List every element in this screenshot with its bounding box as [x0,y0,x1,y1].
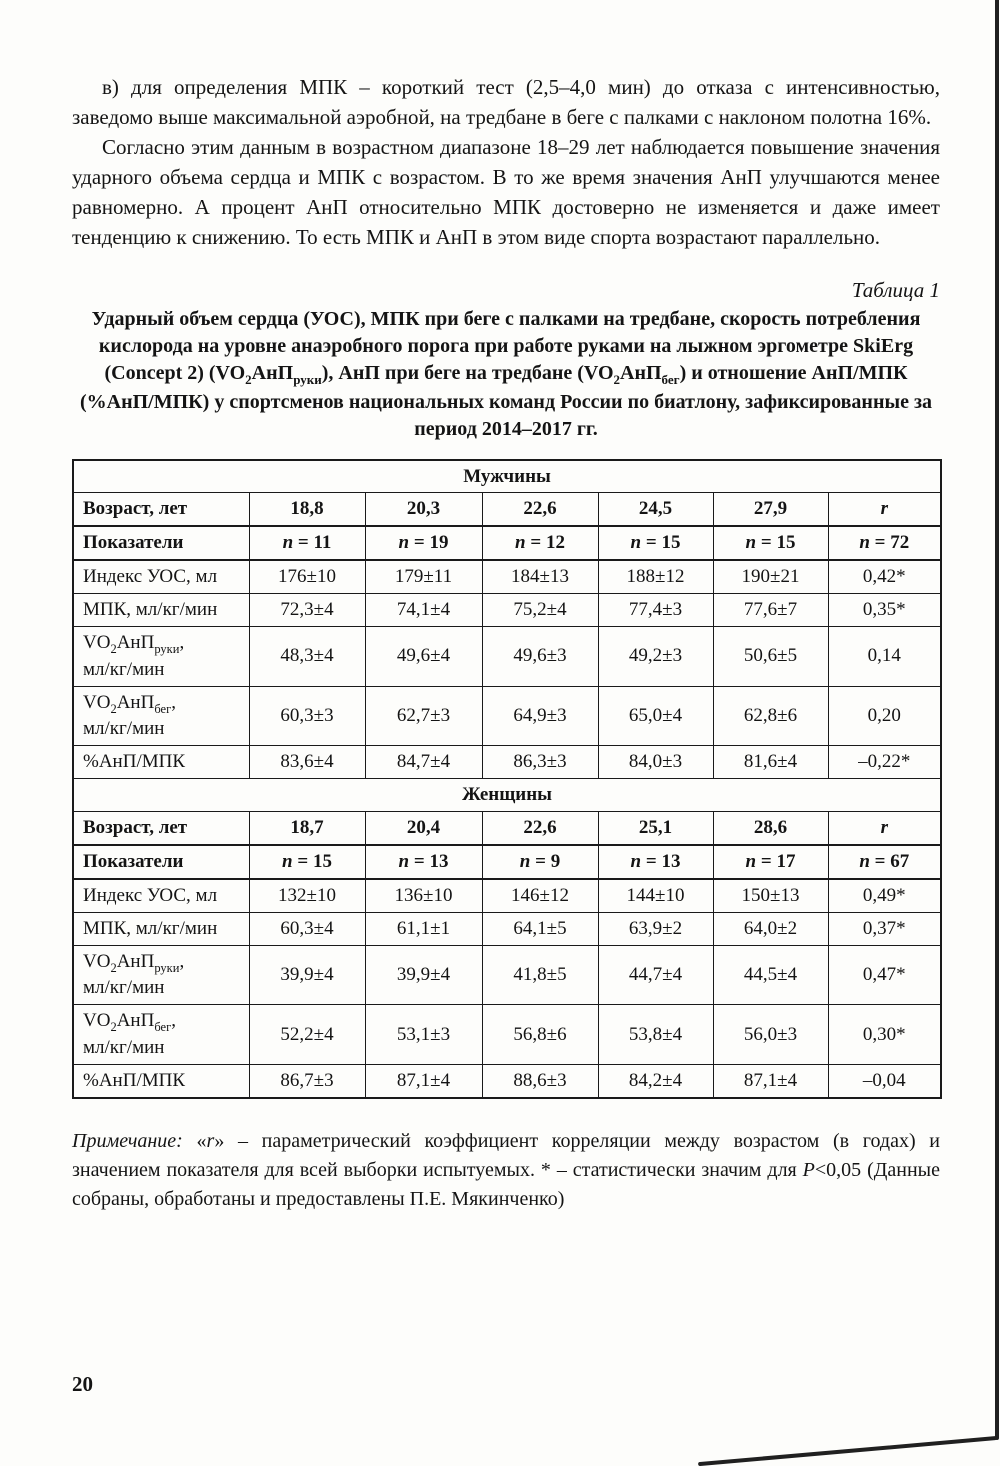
row-label: $VO_2АнП_{бег}$, мл/кг/мин [73,686,249,745]
n-symbol: n [282,532,294,554]
value-cell: 84,7±4 [365,746,482,779]
row-vo2-run-men [73,686,941,745]
n-value: = 17 [756,850,796,872]
scan-edge-artifact-right [995,0,999,1440]
r-value-cell: 0,47* [828,945,941,1004]
value-cell: 27,9 [713,493,828,526]
r-value-cell: 0,35* [828,594,941,627]
value-cell: 179±11 [365,560,482,593]
row-label: Показатели [73,845,249,879]
row-vo2-run-women [73,1005,941,1064]
row-uos-index-men [73,560,941,593]
row-label: МПК, мл/кг/мин [73,594,249,627]
value-cell: 22,6 [482,493,598,526]
value-cell: 18,8 [249,493,365,526]
row-uos-index-women [73,879,941,912]
value-cell: 44,5±4 [713,945,828,1004]
row-label: Возраст, лет [73,493,249,526]
table-caption-number: Таблица 1 [851,278,940,303]
value-cell: 146±12 [482,879,598,912]
value-cell: 20,4 [365,812,482,845]
n-symbol: n [745,532,757,554]
table-title: Ударный объем сердца (УОС), МПК при беге с палками на тредбане, скорость потребления кислорода на уровне анаэробного порога при работе руками на лыжном эргометре SkiErg (Concept 2) $(VO_2АнП_{руки})$, АнП при беге на тредбане $(VO_2АнП_{бег})$ и отношение АнП/МПК (%АнП/МПК) у спортсменов национальных команд России по биатлону, зафиксированные за период 2014–2017 гг. [79,308,933,441]
value-cell: 50,6±5 [713,627,828,686]
row-label: МПК, мл/кг/мин [73,912,249,945]
n-value: = 15 [292,850,332,872]
n-cell [365,845,482,879]
row-label: $VO_2АнП_{бег}$, мл/кг/мин [73,1005,249,1064]
value-cell: 184±13 [482,560,598,593]
n-symbol: n [630,850,642,872]
value-cell: 87,1±4 [365,1064,482,1097]
value-cell: 60,3±4 [249,912,365,945]
value-cell: 60,3±3 [249,686,365,745]
value-cell: 49,6±4 [365,627,482,686]
value-cell: 41,8±5 [482,945,598,1004]
value-cell: 132±10 [249,879,365,912]
value-cell: 150±13 [713,879,828,912]
n-cell [365,526,482,560]
row-label: Индекс УОС, мл [73,560,249,593]
n-cell [713,526,828,560]
n-value: = 11 [293,532,332,554]
value-cell: 83,6±4 [249,746,365,779]
value-cell: 20,3 [365,493,482,526]
row-indicators-women [73,845,941,879]
row-label: $VO_2АнП_{руки}$, мл/кг/мин [73,627,249,686]
r-value-cell: 0,14 [828,627,941,686]
r-column-header: r [828,812,941,845]
n-symbol: n [398,850,410,872]
n-value: = 13 [641,850,681,872]
value-cell: 77,6±7 [713,594,828,627]
value-cell: 88,6±3 [482,1064,598,1097]
n-symbol: n [282,850,293,872]
value-cell: 56,0±3 [713,1005,828,1064]
r-value-cell: –0,04 [828,1064,941,1097]
r-value-cell: 0,49* [828,879,941,912]
page-number: 20 [72,1372,93,1396]
body-paragraph: Согласно этим данным в возрастном диапазоне 18–29 лет наблюдается повышение значения ударного объема сердца и МПК с возрастом. В то же время значения АнП улучшаются менее равномерно. А процент АнП относительно МПК достоверно не изменяется и даже имеет тенденцию к снижению. То есть МПК и АнП в этом виде спорта возрастают параллельно. [72,135,940,250]
row-vo2-arms-men [73,627,941,686]
row-label: %АнП/МПК [73,746,249,779]
n-cell [249,526,365,560]
n-cell [828,845,941,879]
row-anp-mpk-ratio-men [73,746,941,779]
row-anp-mpk-ratio-women [73,1064,941,1097]
value-cell: 39,9±4 [365,945,482,1004]
value-cell: 81,6±4 [713,746,828,779]
value-cell: 84,2±4 [598,1064,713,1097]
value-cell: 53,1±3 [365,1005,482,1064]
value-cell: 188±12 [598,560,713,593]
body-paragraph: в) для определения МПК – короткий тест (2,5–4,0 мин) до отказа с интенсивностью, заведомо выше максимальной аэробной, на тредбане в беге с палками с наклоном полотна 16%. [72,75,940,130]
value-cell: 72,3±4 [249,594,365,627]
n-cell [598,845,713,879]
n-value: = 72 [869,532,910,554]
value-cell: 49,6±3 [482,627,598,686]
n-value: = 15 [756,532,796,554]
row-vo2-arms-women [73,945,941,1004]
value-cell: 144±10 [598,879,713,912]
value-cell: 44,7±4 [598,945,713,1004]
value-cell: 48,3±4 [249,627,365,686]
value-cell: 62,8±6 [713,686,828,745]
value-cell: 18,7 [249,812,365,845]
value-cell: 176±10 [249,560,365,593]
value-cell: 25,1 [598,812,713,845]
row-age-men [73,493,941,526]
value-cell: 136±10 [365,879,482,912]
value-cell: 77,4±3 [598,594,713,627]
value-cell: 75,2±4 [482,594,598,627]
value-cell: 84,0±3 [598,746,713,779]
r-column-header: r [828,493,941,526]
value-cell: 64,0±2 [713,912,828,945]
n-symbol: n [519,850,531,872]
value-cell: 22,6 [482,812,598,845]
value-cell: 61,1±1 [365,912,482,945]
value-cell: 65,0±4 [598,686,713,745]
value-cell: 24,5 [598,493,713,526]
section-header-row-men [73,460,941,493]
row-age-women [73,812,941,845]
value-cell: 39,9±4 [249,945,365,1004]
n-value: = 9 [530,850,561,872]
value-cell: 62,7±3 [365,686,482,745]
scan-edge-artifact-bottom [698,1436,997,1466]
row-indicators-men [73,526,941,560]
value-cell: 86,7±3 [249,1064,365,1097]
r-value-cell: 0,20 [828,686,941,745]
value-cell: 64,9±3 [482,686,598,745]
n-symbol: n [515,532,526,554]
section-header-row-women [73,779,941,812]
value-cell: 86,3±3 [482,746,598,779]
n-cell [828,526,941,560]
n-value: = 15 [641,532,681,554]
n-cell [482,845,598,879]
value-cell: 74,1±4 [365,594,482,627]
row-label: Возраст, лет [73,812,249,845]
n-symbol: n [859,532,870,554]
value-cell: 87,1±4 [713,1064,828,1097]
value-cell: 190±21 [713,560,828,593]
n-symbol: n [398,532,410,554]
value-cell: 52,2±4 [249,1005,365,1064]
value-cell: 49,2±3 [598,627,713,686]
n-symbol: n [859,850,870,872]
row-mpk-women [73,912,941,945]
row-label: Показатели [73,526,249,560]
value-cell: 63,9±2 [598,912,713,945]
row-label: $VO_2АнП_{руки}$, мл/кг/мин [73,945,249,1004]
n-symbol: n [630,532,642,554]
n-value: = 19 [409,532,449,554]
value-cell: 53,8±4 [598,1005,713,1064]
row-label: Индекс УОС, мл [73,879,249,912]
n-symbol: n [745,850,757,872]
section-header-men: Мужчины [73,460,941,493]
r-value-cell: 0,42* [828,560,941,593]
value-cell: 56,8±6 [482,1005,598,1064]
row-mpk-men [73,594,941,627]
value-cell: 28,6 [713,812,828,845]
results-table [72,459,942,1099]
table-footnote: Примечание: «r» – параметрический коэффициент корреляции между возрастом (в годах) и значением показателя для всей выборки испытуемых. * – статистически значим для P<0,05 (Данные собраны, обработаны и предоставлены П.Е. Мякинченко) [72,1129,940,1210]
r-value-cell: 0,37* [828,912,941,945]
value-cell: 64,1±5 [482,912,598,945]
n-cell [713,845,828,879]
r-value-cell: –0,22* [828,746,941,779]
n-cell [598,526,713,560]
n-value: = 12 [525,532,565,554]
row-label: %АнП/МПК [73,1064,249,1097]
section-header-women: Женщины [73,779,941,812]
n-cell [249,845,365,879]
n-value: = 67 [869,850,910,872]
r-value-cell: 0,30* [828,1005,941,1064]
n-cell [482,526,598,560]
n-value: = 13 [409,850,449,872]
